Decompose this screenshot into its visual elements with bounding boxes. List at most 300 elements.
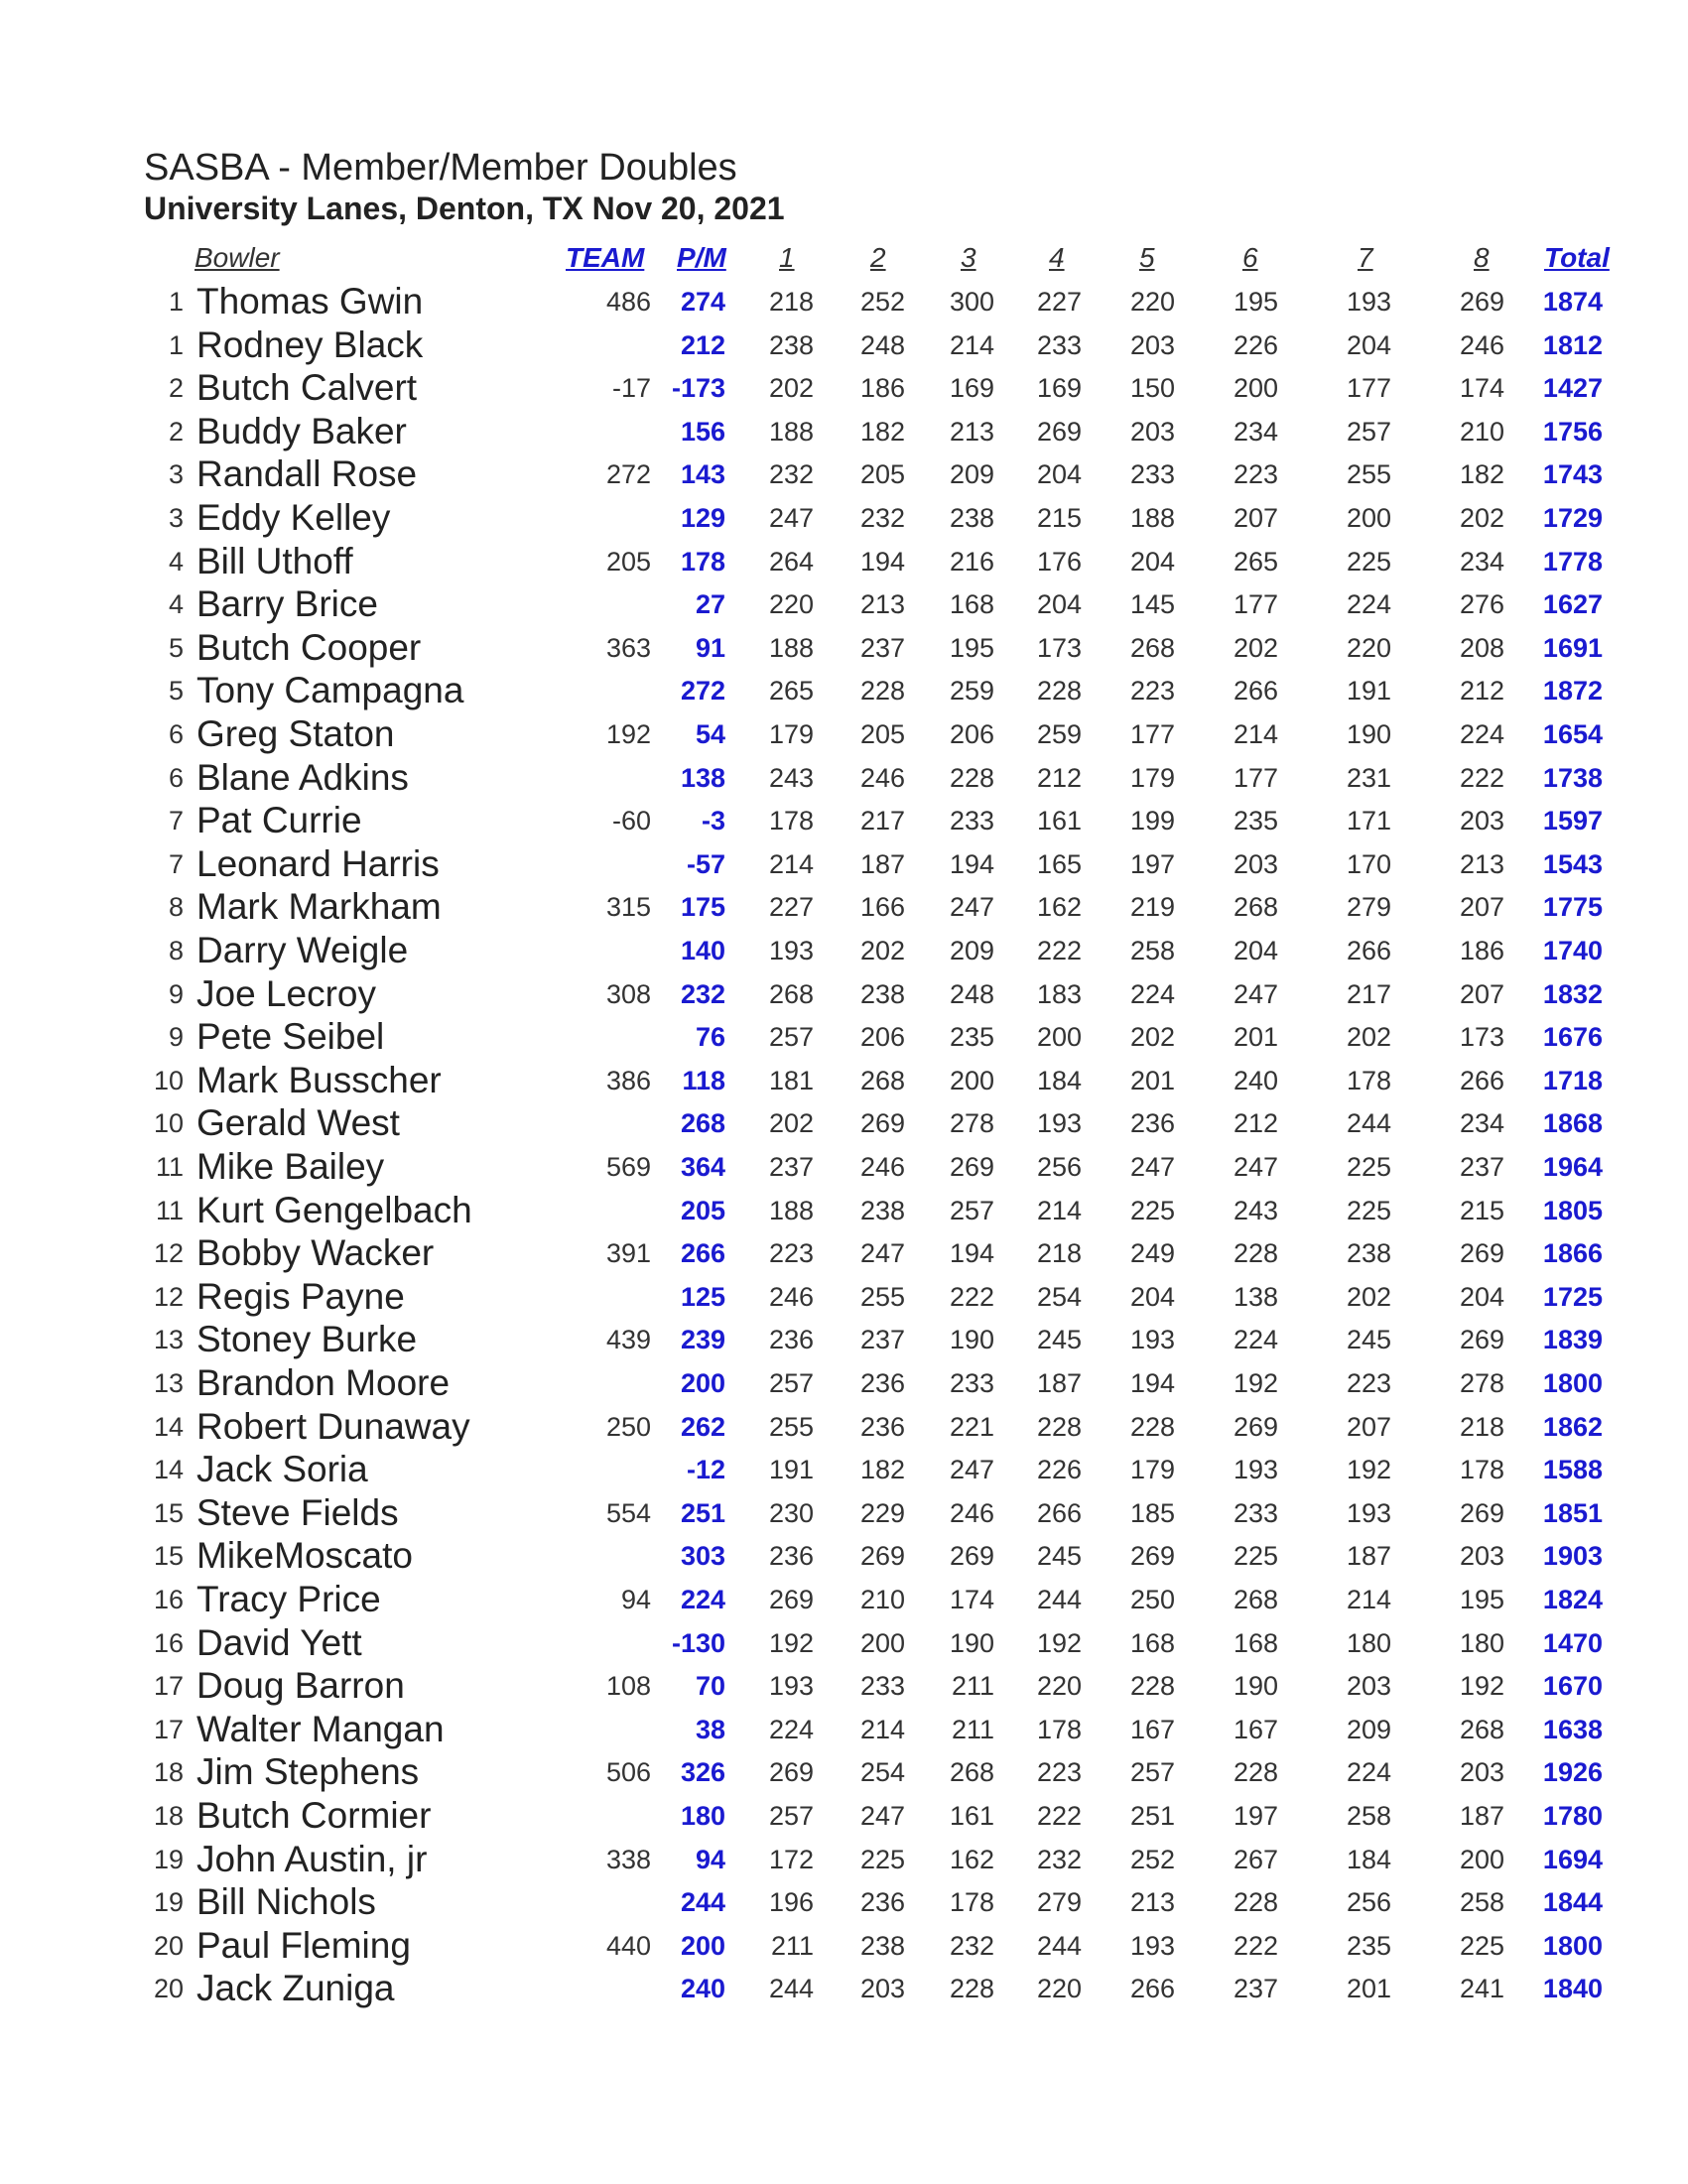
table-row [0,410,1688,453]
game-6-score: 207 [1233,503,1278,533]
total-score: 1868 [1542,1108,1603,1139]
game-1-score: 188 [768,632,814,663]
rank-number: 8 [168,892,184,923]
total-score: 1470 [1542,1627,1603,1658]
game-6-score: 268 [1233,1585,1278,1614]
header-game-4: 4 [1049,242,1065,273]
header-team: TEAM [566,242,645,273]
game-1-score: 236 [768,1325,814,1355]
game-7-score: 223 [1346,1368,1391,1398]
game-6-score: 268 [1233,892,1278,923]
bowler-name: Blane Adkins [196,756,409,798]
game-5-score: 251 [1129,1801,1175,1831]
game-7-score: 180 [1346,1627,1391,1658]
game-2-score: 205 [859,459,905,490]
game-3-score: 190 [949,1325,994,1355]
game-7-score: 193 [1346,287,1391,317]
game-6-score: 167 [1233,1714,1278,1744]
game-1-score: 246 [768,1281,814,1312]
table-row [0,1924,1688,1968]
game-1-score: 202 [768,1108,814,1139]
header-game-2: 2 [870,242,886,273]
bowler-name: Jack Zuniga [196,1968,395,2009]
table-row [0,712,1688,756]
game-6-score: 247 [1233,978,1278,1009]
game-3-score: 257 [949,1195,994,1225]
total-score: 1866 [1542,1238,1603,1269]
game-2-score: 210 [859,1585,905,1614]
bowler-name: Jim Stephens [196,1751,420,1793]
rank-number: 12 [153,1281,184,1312]
table-row [0,842,1688,886]
game-4-score: 226 [1036,1455,1082,1485]
game-2-score: 238 [859,978,905,1009]
bowler-name: Butch Calvert [196,367,418,409]
game-2-score: 237 [859,1325,905,1355]
game-5-score: 233 [1129,459,1175,490]
game-1-score: 196 [768,1887,814,1918]
header-game-6: 6 [1242,242,1258,273]
game-7-score: 224 [1346,1757,1391,1788]
team-score: -60 [611,806,651,836]
team-score: 315 [605,892,651,923]
game-1-score: 188 [768,416,814,447]
game-8-score: 266 [1459,1065,1504,1095]
bowler-name: Gerald West [196,1102,400,1144]
team-score: 363 [605,632,651,663]
game-3-score: 228 [949,1974,994,2004]
pm-score: 180 [680,1801,725,1831]
game-8-score: 203 [1459,1541,1504,1572]
pm-score: 240 [680,1974,725,2004]
rank-number: 9 [168,978,184,1009]
bowler-name: Greg Staton [196,713,395,754]
game-4-score: 244 [1036,1585,1082,1614]
game-4-score: 279 [1036,1887,1082,1918]
game-6-score: 168 [1233,1627,1278,1658]
game-6-score: 247 [1233,1152,1278,1182]
team-score: 94 [620,1585,651,1614]
game-1-score: 223 [768,1238,814,1269]
table-row [0,582,1688,626]
pm-score: 94 [695,1844,725,1874]
game-5-score: 257 [1129,1757,1175,1788]
team-score: 440 [605,1930,651,1961]
game-4-score: 222 [1036,936,1082,965]
game-6-score: 265 [1233,546,1278,577]
game-1-score: 193 [768,936,814,965]
pm-score: 266 [680,1238,725,1269]
game-8-score: 195 [1459,1585,1504,1614]
pm-score: 326 [680,1757,725,1788]
game-7-score: 220 [1346,632,1391,663]
rank-number: 13 [153,1325,184,1355]
game-2-score: 225 [859,1844,905,1874]
game-4-score: 204 [1036,459,1082,490]
game-1-score: 232 [768,459,814,490]
rank-number: 17 [153,1671,184,1702]
team-score: 272 [605,459,651,490]
game-8-score: 237 [1459,1152,1504,1182]
game-4-score: 259 [1036,719,1082,749]
table-row [0,972,1688,1016]
rank-number: 5 [168,676,184,707]
table-row [0,669,1688,712]
team-score: 250 [605,1411,651,1442]
game-4-score: 244 [1036,1930,1082,1961]
game-7-score: 231 [1346,762,1391,793]
game-3-score: 228 [949,762,994,793]
table-row [0,1794,1688,1838]
total-score: 1694 [1542,1844,1603,1874]
pm-score: 143 [680,459,725,490]
pm-score: 125 [680,1281,725,1312]
total-score: 1832 [1542,978,1603,1009]
game-8-score: 224 [1459,719,1504,749]
table-row [0,452,1688,496]
game-3-score: 194 [949,1238,994,1269]
bowler-name: Brandon Moore [196,1362,451,1403]
game-3-score: 238 [949,503,994,533]
team-score: 439 [605,1325,651,1355]
header-game-8: 8 [1474,242,1490,273]
pm-score: 224 [680,1585,725,1614]
game-6-score: 243 [1233,1195,1278,1225]
game-7-score: 178 [1346,1065,1391,1095]
header-bowler: Bowler [195,242,280,273]
game-4-score: 228 [1036,676,1082,707]
game-1-score: 244 [768,1974,814,2004]
bowler-name: Mark Markham [196,886,442,928]
game-6-score: 269 [1233,1411,1278,1442]
game-1-score: 172 [768,1844,814,1874]
bowler-name: Darry Weigle [196,930,409,970]
game-2-score: 236 [859,1368,905,1398]
game-4-score: 218 [1036,1238,1082,1269]
pm-score: 27 [695,589,725,620]
pm-score: 91 [695,632,725,663]
game-8-score: 241 [1459,1974,1504,2004]
pm-score: 212 [680,329,725,360]
rank-number: 8 [168,936,184,965]
game-2-score: 254 [859,1757,905,1788]
game-1-score: 238 [768,329,814,360]
game-4-score: 184 [1036,1065,1082,1095]
game-3-score: 162 [949,1844,994,1874]
total-score: 1743 [1542,459,1603,490]
game-2-score: 232 [859,503,905,533]
pm-score: -130 [671,1627,725,1658]
game-6-score: 202 [1233,632,1278,663]
game-3-score: 214 [949,329,994,360]
pm-score: 175 [680,892,725,923]
game-7-score: 202 [1346,1022,1391,1053]
game-4-score: 165 [1036,848,1082,879]
game-3-score: 233 [949,806,994,836]
game-2-score: 187 [859,848,905,879]
game-1-score: 211 [770,1930,814,1961]
game-1-score: 178 [768,806,814,836]
total-score: 1775 [1542,892,1603,923]
rank-number: 11 [155,1195,184,1225]
game-7-score: 266 [1346,936,1391,965]
table-row [0,1664,1688,1708]
game-2-score: 217 [859,806,905,836]
game-5-score: 219 [1129,892,1175,923]
rank-number: 16 [153,1627,184,1658]
table-row [0,1708,1688,1751]
rank-number: 14 [153,1455,184,1485]
game-2-score: 228 [859,676,905,707]
game-1-score: 220 [768,589,814,620]
table-row [0,885,1688,929]
game-3-score: 235 [949,1022,994,1053]
game-6-score: 190 [1233,1671,1278,1702]
total-score: 1638 [1542,1714,1603,1744]
total-score: 1588 [1542,1455,1603,1485]
team-score: 569 [605,1152,651,1182]
game-7-score: 225 [1346,546,1391,577]
game-7-score: 184 [1346,1844,1391,1874]
game-3-score: 269 [949,1152,994,1182]
game-7-score: 170 [1346,848,1391,879]
game-8-score: 269 [1459,287,1504,317]
table-row [0,1838,1688,1881]
game-5-score: 188 [1129,503,1175,533]
team-score: -17 [611,373,651,404]
pm-score: 140 [680,936,725,965]
table-row [0,280,1688,323]
game-7-score: 203 [1346,1671,1391,1702]
game-5-score: 203 [1129,329,1175,360]
game-3-score: 178 [949,1887,994,1918]
table-row [0,1534,1688,1578]
bowler-name: Randall Rose [196,453,418,495]
game-4-score: 232 [1036,1844,1082,1874]
total-score: 1725 [1542,1281,1603,1312]
game-8-score: 207 [1459,978,1504,1009]
rank-number: 6 [168,762,184,793]
game-4-score: 183 [1036,978,1082,1009]
game-5-score: 249 [1129,1238,1175,1269]
game-3-score: 300 [949,287,994,317]
game-2-score: 269 [859,1541,905,1572]
game-5-score: 258 [1129,936,1175,965]
game-6-score: 177 [1233,589,1278,620]
game-1-score: 236 [768,1541,814,1572]
total-score: 1740 [1542,936,1603,965]
game-6-score: 212 [1233,1108,1278,1139]
game-1-score: 191 [768,1455,814,1485]
total-score: 1903 [1542,1541,1603,1572]
game-6-score: 177 [1233,762,1278,793]
table-row [0,929,1688,972]
game-1-score: 247 [768,503,814,533]
game-8-score: 269 [1459,1238,1504,1269]
pm-score: -3 [701,806,725,836]
total-score: 1812 [1542,329,1603,360]
game-8-score: 204 [1459,1281,1504,1312]
bowler-name: Butch Cooper [196,626,422,668]
game-1-score: 227 [768,892,814,923]
game-3-score: 194 [949,848,994,879]
rank-number: 2 [168,373,184,404]
game-5-score: 204 [1129,1281,1175,1312]
game-6-score: 235 [1233,806,1278,836]
bowler-name: Joe Lecroy [196,972,376,1014]
pm-score: 200 [680,1930,725,1961]
game-1-score: 255 [768,1411,814,1442]
game-5-score: 247 [1129,1152,1175,1182]
total-score: 1840 [1542,1974,1603,2004]
game-2-score: 229 [859,1497,905,1528]
game-1-score: 269 [768,1585,814,1614]
page-subtitle: University Lanes, Denton, TX Nov 20, 2021 [144,191,785,226]
bowler-name: Mark Busscher [196,1059,442,1100]
pm-score: 178 [680,546,725,577]
game-4-score: 254 [1036,1281,1082,1312]
game-7-score: 279 [1346,892,1391,923]
game-4-score: 204 [1036,589,1082,620]
game-4-score: 223 [1036,1757,1082,1788]
table-row [0,1145,1688,1189]
pm-score: 268 [680,1108,725,1139]
game-7-score: 204 [1346,329,1391,360]
bowler-name: Walter Mangan [196,1708,445,1749]
total-score: 1597 [1542,806,1603,836]
game-1-score: 237 [768,1152,814,1182]
game-1-score: 257 [768,1368,814,1398]
rank-number: 4 [168,589,184,620]
bowler-name: Barry Brice [196,583,378,625]
game-8-score: 173 [1459,1022,1504,1053]
pm-score: -12 [686,1455,725,1485]
game-8-score: 210 [1459,416,1504,447]
pm-score: 54 [695,719,725,749]
total-score: 1839 [1542,1325,1603,1355]
game-7-score: 193 [1346,1497,1391,1528]
table-row [0,1750,1688,1794]
game-5-score: 268 [1129,632,1175,663]
game-8-score: 234 [1459,546,1504,577]
game-2-score: 236 [859,1887,905,1918]
game-6-score: 223 [1233,459,1278,490]
game-4-score: 173 [1036,632,1082,663]
header-game-3: 3 [961,242,976,273]
game-8-score: 234 [1459,1108,1504,1139]
table-row [0,1231,1688,1275]
game-6-score: 138 [1233,1281,1278,1312]
game-6-score: 222 [1233,1930,1278,1961]
game-4-score: 233 [1036,329,1082,360]
game-7-score: 255 [1346,459,1391,490]
game-8-score: 182 [1459,459,1504,490]
pm-score: 38 [695,1714,725,1744]
game-2-score: 200 [859,1627,905,1658]
game-5-score: 199 [1129,806,1175,836]
team-score: 308 [605,978,651,1009]
pm-score: 76 [695,1022,725,1053]
pm-score: 239 [680,1325,725,1355]
table-row [0,1015,1688,1059]
game-3-score: 209 [949,936,994,965]
rank-number: 3 [168,503,184,533]
game-4-score: 176 [1036,546,1082,577]
game-3-score: 269 [949,1541,994,1572]
game-2-score: 206 [859,1022,905,1053]
total-score: 1872 [1542,676,1603,707]
game-3-score: 233 [949,1368,994,1398]
game-7-score: 192 [1346,1455,1391,1485]
game-4-score: 220 [1036,1671,1082,1702]
game-3-score: 161 [949,1801,994,1831]
game-7-score: 200 [1346,503,1391,533]
game-5-score: 150 [1129,373,1175,404]
game-5-score: 202 [1129,1022,1175,1053]
game-8-score: 174 [1459,373,1504,404]
game-5-score: 269 [1129,1541,1175,1572]
game-8-score: 246 [1459,329,1504,360]
game-4-score: 227 [1036,287,1082,317]
game-3-score: 259 [949,676,994,707]
table-row [0,1578,1688,1621]
total-score: 1756 [1542,416,1603,447]
table-row [0,1448,1688,1491]
game-6-score: 225 [1233,1541,1278,1572]
game-8-score: 212 [1459,676,1504,707]
game-2-score: 248 [859,329,905,360]
pm-score: 303 [680,1541,725,1572]
game-5-score: 177 [1129,719,1175,749]
game-3-score: 247 [949,1455,994,1485]
total-score: 1738 [1542,762,1603,793]
game-8-score: 269 [1459,1497,1504,1528]
rank-number: 15 [153,1497,184,1528]
bowler-name: Paul Fleming [196,1924,411,1966]
pm-score: 251 [680,1497,725,1528]
bowler-name: Doug Barron [196,1665,405,1707]
game-2-score: 205 [859,719,905,749]
bowler-name: Buddy Baker [196,410,407,451]
game-5-score: 220 [1129,287,1175,317]
pm-score: -57 [686,848,725,879]
game-5-score: 203 [1129,416,1175,447]
table-row [0,756,1688,800]
game-3-score: 248 [949,978,994,1009]
game-8-score: 215 [1459,1195,1504,1225]
game-4-score: 228 [1036,1411,1082,1442]
game-5-score: 228 [1129,1411,1175,1442]
game-8-score: 180 [1459,1627,1504,1658]
bowler-name: Mike Bailey [196,1146,385,1187]
game-6-score: 240 [1233,1065,1278,1095]
table-row [0,323,1688,367]
bowler-name: Bill Uthoff [196,540,353,581]
game-6-score: 203 [1233,848,1278,879]
total-score: 1543 [1542,848,1603,879]
rank-number: 17 [153,1714,184,1744]
game-3-score: 211 [951,1714,994,1744]
total-score: 1718 [1542,1065,1603,1095]
game-3-score: 169 [949,373,994,404]
total-score: 1427 [1542,373,1603,404]
pm-score: 262 [680,1411,725,1442]
game-7-score: 171 [1346,806,1391,836]
table-row [0,1405,1688,1449]
game-5-score: 193 [1129,1930,1175,1961]
pm-score: 156 [680,416,725,447]
pm-score: 272 [680,676,725,707]
